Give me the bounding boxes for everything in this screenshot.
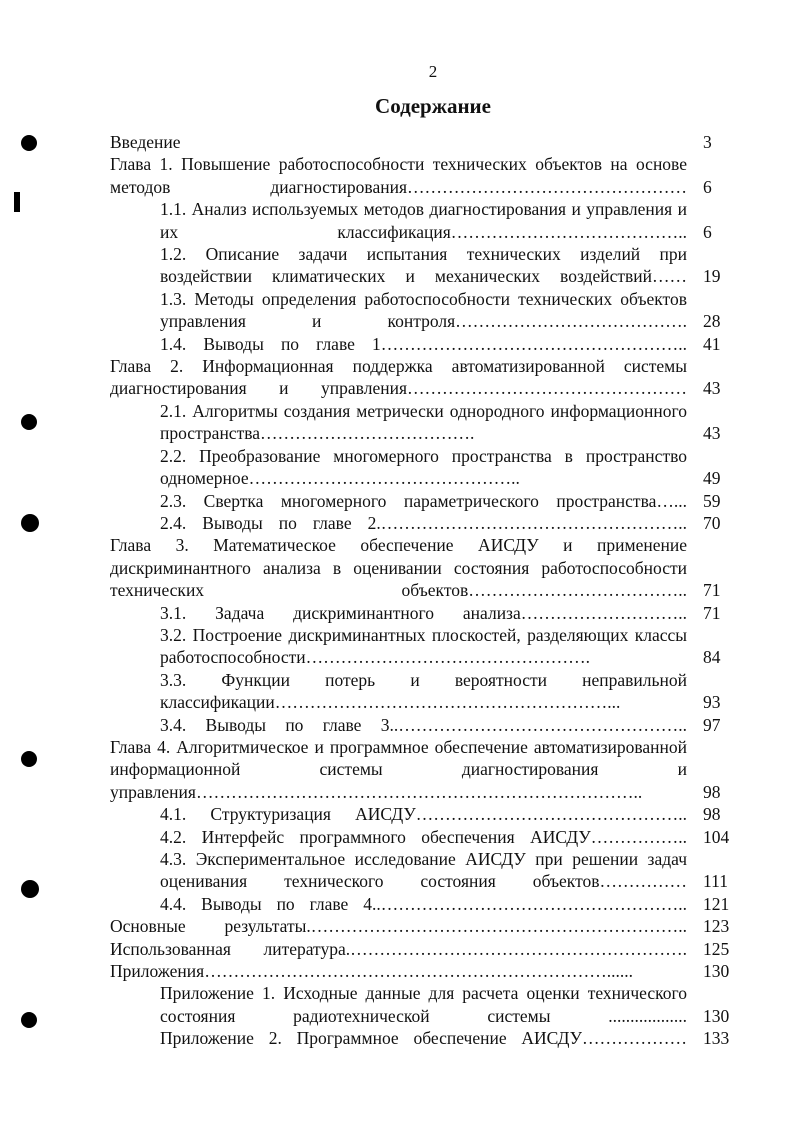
toc-entry: [110, 982, 742, 1027]
toc-entry-page: 43: [703, 423, 721, 444]
toc-entry-text: Глава 1. Повышение работоспособности технических объектов на основе методов диагностирования…………………………………………: [110, 154, 687, 197]
toc-entry: [110, 1027, 742, 1049]
toc-entry: [110, 198, 742, 243]
toc-entry-text: Глава 3. Математическое обеспечение АИСДУ и применение дискриминантного анализа в оценивании состояния работоспособности технических объектов………………………………..: [110, 535, 687, 601]
table-of-contents: [110, 131, 742, 1050]
toc-entry-text: Глава 4. Алгоритмическое и программное обеспечение автоматизированной информационной системы диагностирования и управления…………………………………………………………………..: [110, 736, 687, 802]
toc-entry: [110, 826, 742, 848]
toc-entry: [110, 736, 742, 803]
toc-entry-page: 123: [703, 916, 730, 937]
toc-entry-text: 1.1. Анализ используемых методов диагностирования и управления и их классификация…………………………………..: [160, 199, 687, 242]
toc-entry-page: 93: [703, 692, 721, 713]
toc-entry-text: 4.1. Структуризация АИСДУ………………………………………..: [160, 804, 687, 825]
toc-entry-page: 104: [703, 826, 730, 847]
binder-hole: [21, 1012, 37, 1028]
toc-entry: [110, 915, 742, 937]
toc-entry: [110, 803, 742, 825]
toc-entry-page: 130: [703, 961, 730, 982]
toc-entry-text: 4.4. Выводы по главе 4..……………………………………………..: [160, 893, 687, 914]
toc-entry: [110, 624, 742, 669]
toc-entry-page: 3: [703, 132, 712, 152]
toc-entry-page: 43: [703, 378, 721, 399]
toc-entry: [110, 512, 742, 534]
scan-mark: [14, 192, 20, 212]
toc-entry-page: 59: [703, 490, 721, 511]
toc-entry-text: Введение: [110, 132, 181, 152]
toc-entry-text: 2.3. Свертка многомерного параметрического пространства…...: [160, 490, 687, 511]
toc-entry-page: 71: [703, 602, 721, 623]
toc-entry-page: 125: [703, 938, 730, 959]
toc-entry: [110, 333, 742, 355]
toc-entry-text: 3.1. Задача дискриминантного анализа………………………..: [160, 602, 687, 623]
toc-entry: [110, 602, 742, 624]
toc-entry-page: 111: [703, 871, 728, 892]
toc-entry: [110, 893, 742, 915]
toc-entry-page: 121: [703, 893, 730, 914]
toc-entry-text: 1.2. Описание задачи испытания технических изделий при воздействии климатических и механических воздействий……: [160, 244, 687, 287]
toc-entry: [110, 938, 742, 960]
toc-entry-text: 2.1. Алгоритмы создания метрически однородного информационного пространства……………………………….: [160, 400, 687, 444]
toc-entry-page: 6: [703, 221, 712, 242]
toc-entry-page: 19: [703, 266, 721, 287]
toc-entry-text: Основные результаты.………………………………………………………..: [110, 916, 687, 937]
toc-entry-text: Приложение 2. Программное обеспечение АИСДУ………………: [160, 1028, 687, 1049]
toc-entry-text: 1.3. Методы определения работоспособности технических объектов управления и контроля………………………………….: [160, 288, 687, 332]
toc-entry-text: 4.3. Экспериментальное исследование АИСДУ при решении задач оценивания технического состояния объектов……………: [160, 849, 687, 892]
toc-entry: [110, 848, 742, 893]
toc-entry-text: Приложение 1. Исходные данные для расчета оценки технического состояния радиотехнической системы ..................: [160, 983, 687, 1026]
toc-entry: [110, 669, 742, 714]
toc-entry-text: Использованная литература.………………………………………………….: [110, 938, 687, 959]
toc-entry-text: 3.3. Функции потерь и вероятности неправильной классификации…………………………………………………...: [160, 669, 687, 713]
toc-entry-page: 84: [703, 647, 721, 668]
toc-entry-text: Приложения……………………………………………………………......: [110, 961, 633, 982]
toc-entry-page: 98: [703, 781, 721, 802]
binder-hole: [21, 514, 39, 532]
toc-entry-page: 70: [703, 512, 721, 533]
toc-entry-page: 98: [703, 804, 721, 825]
toc-entry: [110, 243, 742, 288]
binder-hole: [21, 414, 37, 430]
toc-entry: [110, 131, 742, 153]
toc-entry-page: 41: [703, 333, 721, 354]
binder-hole: [21, 135, 37, 151]
page-number: 2: [428, 62, 438, 81]
toc-entry-page: 97: [703, 714, 721, 735]
toc-entry: [110, 288, 742, 333]
toc-entry: [110, 490, 742, 512]
toc-entry: [110, 400, 742, 445]
toc-entry-text: Глава 2. Информационная поддержка автоматизированной системы диагностирования и управления…………………………………………: [110, 356, 687, 399]
toc-entry-text: 3.4. Выводы по главе 3..…………………………………………..: [160, 714, 687, 735]
toc-entry-page: 71: [703, 580, 721, 601]
toc-entry-page: 130: [703, 1005, 730, 1026]
toc-entry: [110, 355, 742, 400]
toc-entry-text: 2.4. Выводы по главе 2.……………………………………………..: [160, 512, 687, 533]
binder-hole: [21, 880, 39, 898]
toc-entry-text: 2.2. Преобразование многомерного пространства в пространство одномерное………………………………………..: [160, 445, 687, 489]
toc-entry-text: 4.2. Интерфейс программного обеспечения АИСДУ……………..: [160, 826, 687, 847]
toc-entry: [110, 153, 742, 198]
binder-hole: [21, 751, 37, 767]
toc-entry-page: 133: [703, 1028, 730, 1049]
toc-entry-page: 28: [703, 311, 721, 332]
toc-entry: [110, 534, 742, 601]
toc-entry-text: 1.4. Выводы по главе 1……………………………………………..: [160, 333, 687, 354]
toc-entry-page: 49: [703, 468, 721, 489]
toc-entry: [110, 445, 742, 490]
toc-entry: [110, 714, 742, 736]
toc-entry-page: 6: [703, 176, 712, 197]
toc-entry-text: 3.2. Построение дискриминантных плоскостей, разделяющих классы работоспособности………………………………………….: [160, 624, 687, 668]
page-title: Содержание: [375, 94, 491, 118]
toc-entry: [110, 960, 742, 982]
